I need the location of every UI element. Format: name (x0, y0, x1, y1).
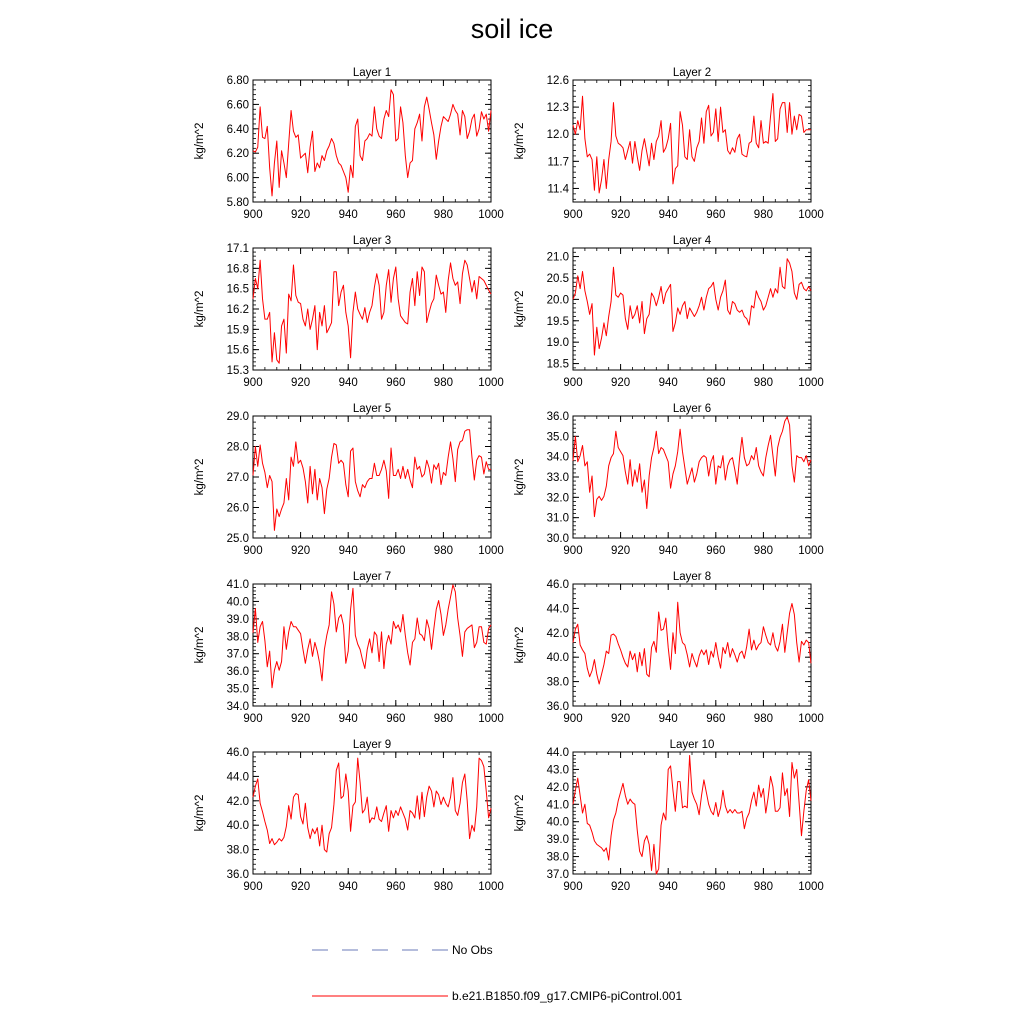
layer-2-series-line (573, 94, 811, 193)
layer-3-x-tick-label: 960 (386, 377, 406, 389)
layer-4-y-tick-label: 20.0 (546, 294, 569, 307)
layer-9-frame (253, 752, 491, 874)
layer-5-y-tick-label: 25.0 (226, 533, 249, 545)
layer-2-x-tick-label: 900 (563, 209, 583, 221)
layer-4-y-tick-label: 19.5 (546, 315, 569, 328)
layer-7-y-tick-label: 35.0 (226, 683, 249, 696)
layer-1-x-tick-label: 980 (433, 209, 453, 221)
layer-1-y-tick-label: 5.80 (226, 197, 249, 209)
layer-3-x-tick-label: 900 (243, 377, 263, 389)
layer-6-y-tick-label: 30.0 (546, 533, 569, 545)
layer-5-panel (194, 403, 504, 557)
layer-6-y-tick-label: 31.0 (546, 512, 569, 525)
layer-4-x-tick-label: 960 (706, 377, 726, 389)
layer-3-y-tick-label: 16.8 (226, 263, 249, 276)
layer-7-y-axis-label: kg/m^2 (194, 626, 206, 664)
layer-10-x-tick-label: 940 (658, 881, 678, 893)
layer-7-x-tick-label: 980 (433, 713, 453, 725)
layer-6-x-tick-label: 920 (611, 545, 631, 557)
layer-3-y-tick-label: 16.2 (226, 304, 249, 316)
layer-1-x-tick-label: 1000 (478, 209, 504, 221)
layer-3-x-tick-label: 980 (433, 377, 453, 389)
layer-9-title: Layer 9 (352, 739, 392, 751)
layer-6-title: Layer 6 (672, 403, 712, 415)
layer-2-x-tick-label: 920 (611, 209, 631, 221)
layer-6-panel (514, 403, 824, 557)
layer-4-x-tick-label: 1000 (798, 377, 824, 389)
layer-3-x-tick-label: 940 (338, 377, 358, 389)
layer-9-x-tick-label: 960 (386, 881, 406, 893)
layer-2-title: Layer 2 (672, 67, 712, 79)
layer-2-y-tick-label: 12.0 (546, 129, 569, 142)
chart-title: soil ice (470, 14, 554, 44)
layer-10-y-tick-label: 44.0 (546, 747, 569, 759)
layer-4-y-tick-label: 21.0 (546, 251, 569, 264)
layer-4-title: Layer 4 (672, 235, 712, 247)
layer-2-x-tick-label: 980 (753, 209, 773, 221)
layer-3-title: Layer 3 (352, 235, 392, 247)
layer-7-x-tick-label: 1000 (478, 713, 504, 725)
layer-6-x-tick-label: 960 (706, 545, 726, 557)
layer-4-y-tick-label: 20.5 (546, 272, 569, 285)
layer-3-x-tick-label: 920 (291, 377, 311, 389)
layer-8-title: Layer 8 (672, 571, 712, 583)
layer-10-y-tick-label: 41.0 (546, 799, 569, 812)
layer-7-title: Layer 7 (352, 571, 392, 583)
layer-6-y-tick-label: 32.0 (546, 492, 569, 505)
layer-4-y-tick-label: 18.5 (546, 358, 569, 371)
layer-4-series-line (573, 259, 811, 355)
layer-3-y-tick-label: 15.6 (226, 344, 249, 357)
layer-8-x-tick-label: 1000 (798, 713, 824, 725)
layer-6-y-axis-label: kg/m^2 (514, 458, 526, 496)
layer-10-y-tick-label: 38.0 (546, 851, 569, 864)
layer-5-x-tick-label: 900 (243, 545, 263, 557)
layer-5-x-tick-label: 940 (338, 545, 358, 557)
layer-6-x-tick-label: 940 (658, 545, 678, 557)
layer-5-x-tick-label: 960 (386, 545, 406, 557)
layer-1-y-tick-label: 6.60 (226, 99, 249, 112)
layer-9-x-tick-label: 1000 (478, 881, 504, 893)
layer-9-x-tick-label: 980 (433, 881, 453, 893)
layer-9-y-tick-label: 46.0 (226, 747, 249, 759)
layer-8-y-tick-label: 40.0 (546, 652, 569, 665)
layer-8-x-tick-label: 920 (611, 713, 631, 725)
layer-8-y-tick-label: 38.0 (546, 676, 569, 689)
layer-6-y-tick-label: 35.0 (546, 431, 569, 444)
layer-5-x-tick-label: 980 (433, 545, 453, 557)
layer-8-y-tick-label: 42.0 (546, 627, 569, 640)
layer-10-y-tick-label: 42.0 (546, 781, 569, 794)
layer-3-y-tick-label: 16.5 (226, 283, 249, 296)
layer-10-series-line (573, 755, 811, 874)
layer-6-y-tick-label: 33.0 (546, 472, 569, 484)
layer-3-frame (253, 248, 491, 370)
layer-4-y-axis-label: kg/m^2 (514, 290, 526, 328)
layer-6-x-tick-label: 980 (753, 545, 773, 557)
layer-8-y-axis-label: kg/m^2 (514, 626, 526, 664)
layer-2-y-tick-label: 12.3 (546, 102, 569, 115)
layer-10-y-tick-label: 40.0 (546, 816, 569, 829)
layer-3-y-tick-label: 15.3 (226, 365, 249, 377)
layer-10-y-axis-label: kg/m^2 (514, 794, 526, 832)
layer-4-panel (514, 235, 824, 389)
layer-4-x-tick-label: 920 (611, 377, 631, 389)
layer-9-y-tick-label: 40.0 (226, 820, 249, 833)
layer-10-y-tick-label: 37.0 (546, 869, 569, 881)
layer-7-y-tick-label: 36.0 (226, 666, 249, 679)
layer-2-y-tick-label: 11.7 (547, 156, 569, 169)
layer-6-frame (573, 416, 811, 538)
layer-2-panel (514, 67, 824, 221)
layer-5-y-tick-label: 27.0 (226, 472, 249, 484)
layer-4-y-tick-label: 19.0 (546, 337, 569, 350)
layer-9-x-tick-label: 900 (243, 881, 263, 893)
layer-8-y-tick-label: 46.0 (546, 579, 569, 591)
layer-9-x-tick-label: 940 (338, 881, 358, 893)
layer-5-x-tick-label: 920 (291, 545, 311, 557)
layer-3-y-axis-label: kg/m^2 (194, 290, 206, 328)
layer-5-y-tick-label: 29.0 (226, 411, 249, 423)
layer-8-x-tick-label: 960 (706, 713, 726, 725)
layer-10-x-tick-label: 900 (563, 881, 583, 893)
layer-5-title: Layer 5 (352, 403, 392, 415)
layer-1-panel (194, 67, 504, 221)
layer-7-frame (253, 584, 491, 706)
layer-7-panel (194, 571, 504, 725)
layer-9-y-axis-label: kg/m^2 (194, 794, 206, 832)
layer-1-y-tick-label: 6.80 (226, 75, 249, 87)
layer-9-x-tick-label: 920 (291, 881, 311, 893)
layer-1-y-tick-label: 6.00 (226, 172, 249, 185)
layer-1-x-tick-label: 900 (243, 209, 263, 221)
layer-10-x-tick-label: 960 (706, 881, 726, 893)
layer-6-y-tick-label: 36.0 (546, 411, 569, 423)
layer-10-panel (514, 739, 824, 893)
layer-1-y-tick-label: 6.40 (226, 123, 249, 136)
layer-4-x-tick-label: 940 (658, 377, 678, 389)
layer-5-y-tick-label: 26.0 (226, 502, 249, 515)
layer-1-series-line (253, 90, 491, 196)
layer-2-y-tick-label: 11.4 (547, 183, 569, 196)
legend (312, 943, 682, 1003)
layer-1-x-tick-label: 920 (291, 209, 311, 221)
layer-3-y-tick-label: 17.1 (226, 243, 249, 255)
layer-9-series-line (253, 758, 491, 852)
layer-6-y-tick-label: 34.0 (546, 451, 569, 464)
layer-3-series-line (253, 260, 491, 363)
layer-4-x-tick-label: 980 (753, 377, 773, 389)
layer-4-x-tick-label: 900 (563, 377, 583, 389)
layer-10-x-tick-label: 1000 (798, 881, 824, 893)
layer-9-y-tick-label: 38.0 (226, 844, 249, 857)
layer-7-x-tick-label: 940 (338, 713, 358, 725)
layer-9-panel (194, 739, 504, 893)
layer-8-y-tick-label: 44.0 (546, 603, 569, 616)
layer-7-series-line (253, 585, 491, 688)
panels-group (194, 67, 824, 893)
layer-7-y-tick-label: 37.0 (226, 648, 249, 661)
layer-1-title: Layer 1 (352, 67, 392, 79)
layer-8-x-tick-label: 940 (658, 713, 678, 725)
layer-9-y-tick-label: 36.0 (226, 869, 249, 881)
layer-2-x-tick-label: 940 (658, 209, 678, 221)
layer-8-y-tick-label: 36.0 (546, 701, 569, 713)
layer-1-y-tick-label: 6.20 (226, 148, 249, 161)
layer-5-y-tick-label: 28.0 (226, 441, 249, 454)
layer-7-y-tick-label: 34.0 (226, 701, 249, 713)
layer-2-y-tick-label: 12.6 (546, 75, 569, 87)
layer-9-y-tick-label: 44.0 (226, 771, 249, 784)
layer-3-panel (194, 235, 504, 389)
layer-10-y-tick-label: 43.0 (546, 764, 569, 777)
layer-10-y-tick-label: 39.0 (546, 834, 569, 847)
layer-8-x-tick-label: 900 (563, 713, 583, 725)
layer-9-y-tick-label: 42.0 (226, 795, 249, 808)
layer-7-y-tick-label: 39.0 (226, 613, 249, 626)
layer-3-y-tick-label: 15.9 (226, 324, 249, 337)
layer-2-y-axis-label: kg/m^2 (514, 122, 526, 160)
layer-10-title: Layer 10 (669, 739, 715, 751)
layer-1-y-axis-label: kg/m^2 (194, 122, 206, 160)
layer-10-x-tick-label: 920 (611, 881, 631, 893)
layer-6-series-line (573, 417, 811, 517)
layer-5-x-tick-label: 1000 (478, 545, 504, 557)
layer-1-x-tick-label: 960 (386, 209, 406, 221)
layer-2-x-tick-label: 960 (706, 209, 726, 221)
layer-6-x-tick-label: 900 (563, 545, 583, 557)
layer-5-y-axis-label: kg/m^2 (194, 458, 206, 496)
layer-7-y-tick-label: 38.0 (226, 631, 249, 644)
layer-5-series-line (253, 430, 491, 531)
layer-4-frame (573, 248, 811, 370)
layer-7-y-tick-label: 40.0 (226, 596, 249, 609)
layer-7-x-tick-label: 960 (386, 713, 406, 725)
legend-label-model-run: b.e21.B1850.f09_g17.CMIP6-piControl.001 (452, 989, 683, 1003)
layer-7-x-tick-label: 920 (291, 713, 311, 725)
layer-3-x-tick-label: 1000 (478, 377, 504, 389)
layer-2-x-tick-label: 1000 (798, 209, 824, 221)
layer-8-panel (514, 571, 824, 725)
layer-8-x-tick-label: 980 (753, 713, 773, 725)
legend-label-no-obs: No Obs (452, 943, 493, 957)
layer-6-x-tick-label: 1000 (798, 545, 824, 557)
layer-7-x-tick-label: 900 (243, 713, 263, 725)
layer-7-y-tick-label: 41.0 (226, 579, 249, 591)
layer-8-series-line (573, 602, 811, 684)
layer-10-x-tick-label: 980 (753, 881, 773, 893)
layer-1-x-tick-label: 940 (338, 209, 358, 221)
